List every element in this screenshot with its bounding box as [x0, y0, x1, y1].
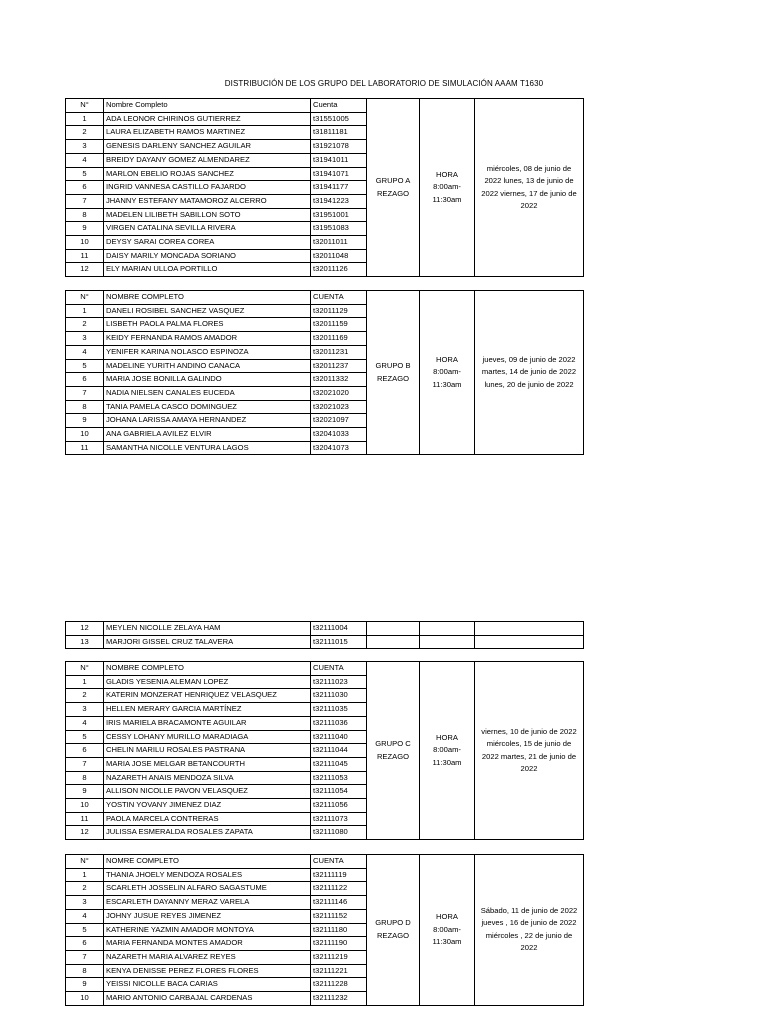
- row-number: 8: [66, 771, 104, 785]
- row-number: 7: [66, 386, 104, 400]
- group-c-table: [65, 661, 584, 840]
- student-name: DANELI ROSIBEL SANCHEZ VASQUEZ: [104, 304, 311, 318]
- row-number: 13: [66, 635, 104, 649]
- account-number: t32021097: [311, 414, 367, 428]
- student-name: NADIA NIELSEN CANALES EUCEDA: [104, 386, 311, 400]
- row-number: 10: [66, 428, 104, 442]
- account-number: t32011169: [311, 332, 367, 346]
- row-number: 6: [66, 744, 104, 758]
- account-number: t32111073: [311, 812, 367, 826]
- student-name: ADA LEONOR CHIRINOS GUTIERREZ: [104, 112, 311, 126]
- student-name: CESSY LOHANY MURILLO MARADIAGA: [104, 730, 311, 744]
- row-number: 7: [66, 757, 104, 771]
- student-name: BREIDY DAYANY GOMEZ ALMENDAREZ: [104, 153, 311, 167]
- row-number: 5: [66, 167, 104, 181]
- header-number: N°: [66, 855, 104, 869]
- account-number: t32111152: [311, 909, 367, 923]
- table-row: [66, 622, 584, 636]
- schedule-dates: viernes, 10 de junio de 2022 miércoles, 15 de junio de 2022 martes, 21 de junio de 2022: [475, 662, 584, 840]
- row-number: 1: [66, 675, 104, 689]
- student-name: SAMANTHA NICOLLE VENTURA LAGOS: [104, 441, 311, 455]
- account-number: t32111180: [311, 923, 367, 937]
- row-number: 11: [66, 441, 104, 455]
- row-number: 4: [66, 909, 104, 923]
- student-name: MADELINE YURITH ANDINO CANACA: [104, 359, 311, 373]
- row-number: 2: [66, 126, 104, 140]
- row-number: 12: [66, 622, 104, 636]
- row-number: 2: [66, 689, 104, 703]
- student-name: JULISSA ESMERALDA ROSALES ZAPATA: [104, 826, 311, 840]
- header-number: N°: [66, 99, 104, 113]
- student-name: NAZARETH MARIA ALVAREZ REYES: [104, 950, 311, 964]
- student-name: MARIA JOSE BONILLA GALINDO: [104, 373, 311, 387]
- account-number: t32011011: [311, 236, 367, 250]
- account-number: t32111080: [311, 826, 367, 840]
- account-number: t32011126: [311, 263, 367, 277]
- account-number: t32011129: [311, 304, 367, 318]
- student-name: MARLON EBELIO ROJAS SANCHEZ: [104, 167, 311, 181]
- student-name: IRIS MARIELA BRACAMONTE AGUILAR: [104, 716, 311, 730]
- account-number: t32111045: [311, 757, 367, 771]
- group-label: GRUPO C REZAGO: [367, 662, 420, 840]
- header-account: CUENTA: [311, 855, 367, 869]
- row-number: 10: [66, 236, 104, 250]
- student-name: YOSTIN YOVANY JIMENEZ DIAZ: [104, 799, 311, 813]
- group-label: GRUPO D REZAGO: [367, 855, 420, 1006]
- student-name: TANIA PAMELA CASCO DOMINGUEZ: [104, 400, 311, 414]
- student-name: HELLEN MERARY GARCIA MARTÍNEZ: [104, 703, 311, 717]
- account-number: t32111232: [311, 992, 367, 1006]
- student-name: MARIO ANTONIO CARBAJAL CARDENAS: [104, 992, 311, 1006]
- account-number: t32011048: [311, 249, 367, 263]
- account-number: t32111035: [311, 703, 367, 717]
- student-name: KEIDY FERNANDA RAMOS AMADOR: [104, 332, 311, 346]
- account-number: t32111190: [311, 937, 367, 951]
- row-number: 6: [66, 373, 104, 387]
- table-row: [66, 635, 584, 649]
- account-number: t32011332: [311, 373, 367, 387]
- row-number: 7: [66, 950, 104, 964]
- empty-cell: [475, 622, 584, 636]
- row-number: 2: [66, 882, 104, 896]
- row-number: 3: [66, 332, 104, 346]
- student-name: LISBETH PAOLA PALMA FLORES: [104, 318, 311, 332]
- account-number: t31551005: [311, 112, 367, 126]
- student-name: VIRGEN CATALINA SEVILLA RIVERA: [104, 222, 311, 236]
- row-number: 5: [66, 359, 104, 373]
- schedule-hours: HORA 8:00am-11:30am: [420, 855, 475, 1006]
- document-title: DISTRIBUCIÓN DE LOS GRUPO DEL LABORATORIO DE SIMULACIÓN AAAM T1630: [224, 79, 544, 88]
- student-name: JOHANA LARISSA AMAYA HERNANDEZ: [104, 414, 311, 428]
- student-name: MARJORI GISSEL CRUZ TALAVERA: [104, 635, 311, 649]
- account-number: t32111221: [311, 964, 367, 978]
- empty-cell: [420, 622, 475, 636]
- account-number: t32021023: [311, 400, 367, 414]
- student-name: PAOLA MARCELA CONTRERAS: [104, 812, 311, 826]
- group-a-table: [65, 98, 584, 277]
- student-name: KATERIN MONZERAT HENRIQUEZ VELASQUEZ: [104, 689, 311, 703]
- account-number: t31941071: [311, 167, 367, 181]
- account-number: t32111023: [311, 675, 367, 689]
- account-number: t32111044: [311, 744, 367, 758]
- account-number: t31951083: [311, 222, 367, 236]
- student-name: KENYA DENISSE PEREZ FLORES FLORES: [104, 964, 311, 978]
- account-number: t31941011: [311, 153, 367, 167]
- student-name: ELY MARIAN ULLOA PORTILLO: [104, 263, 311, 277]
- row-number: 6: [66, 937, 104, 951]
- account-number: t32111053: [311, 771, 367, 785]
- student-name: MARIA FERNANDA MONTES AMADOR: [104, 937, 311, 951]
- account-number: t32041033: [311, 428, 367, 442]
- row-number: 12: [66, 826, 104, 840]
- student-name: NAZARETH ANAIS MENDOZA SILVA: [104, 771, 311, 785]
- account-number: t31951001: [311, 208, 367, 222]
- account-number: t31941223: [311, 194, 367, 208]
- student-name: ESCARLETH DAYANNY MERAZ VARELA: [104, 896, 311, 910]
- account-number: t32011159: [311, 318, 367, 332]
- student-name: INGRID VANNESA CASTILLO FAJARDO: [104, 181, 311, 195]
- schedule-dates: miércoles, 08 de junio de 2022 lunes, 13 de junio de 2022 viernes, 17 de junio de 2022: [475, 99, 584, 277]
- student-name: DEYSY SARAI COREA COREA: [104, 236, 311, 250]
- student-name: MEYLEN NICOLLE ZELAYA HAM: [104, 622, 311, 636]
- row-number: 9: [66, 222, 104, 236]
- student-name: YENIFER KARINA NOLASCO ESPINOZA: [104, 345, 311, 359]
- header-account: CUENTA: [311, 662, 367, 676]
- account-number: t32111036: [311, 716, 367, 730]
- account-number: t32111015: [311, 635, 367, 649]
- row-number: 5: [66, 923, 104, 937]
- account-number: t32111219: [311, 950, 367, 964]
- group-b-table: [65, 290, 584, 455]
- row-number: 9: [66, 978, 104, 992]
- group-d-table: [65, 854, 584, 1006]
- row-number: 3: [66, 703, 104, 717]
- student-name: KATHERINE YAZMIN AMADOR MONTOYA: [104, 923, 311, 937]
- account-number: t31921078: [311, 140, 367, 154]
- row-number: 3: [66, 896, 104, 910]
- account-number: t32111054: [311, 785, 367, 799]
- account-number: t32011231: [311, 345, 367, 359]
- account-number: t32111146: [311, 896, 367, 910]
- header-row: [66, 662, 584, 676]
- row-number: 7: [66, 194, 104, 208]
- account-number: t31811181: [311, 126, 367, 140]
- header-account: Cuenta: [311, 99, 367, 113]
- student-name: GLADIS YESENIA ALEMAN LOPEZ: [104, 675, 311, 689]
- account-number: t32111030: [311, 689, 367, 703]
- row-number: 1: [66, 304, 104, 318]
- student-name: MARIA JOSE MELGAR BETANCOURTH: [104, 757, 311, 771]
- header-name: NOMBRE COMPLETO: [104, 662, 311, 676]
- student-name: YEISSI NICOLLE BACA CARIAS: [104, 978, 311, 992]
- header-row: [66, 855, 584, 869]
- schedule-dates: jueves, 09 de junio de 2022 martes, 14 de junio de 2022 lunes, 20 de junio de 2022: [475, 291, 584, 455]
- account-number: t32111056: [311, 799, 367, 813]
- row-number: 11: [66, 249, 104, 263]
- row-number: 5: [66, 730, 104, 744]
- header-number: N°: [66, 662, 104, 676]
- row-number: 11: [66, 812, 104, 826]
- row-number: 9: [66, 414, 104, 428]
- empty-cell: [420, 635, 475, 649]
- account-number: t32011237: [311, 359, 367, 373]
- header-name: NOMBRE COMPLETO: [104, 291, 311, 305]
- row-number: 1: [66, 112, 104, 126]
- account-number: t32041073: [311, 441, 367, 455]
- schedule-hours: HORA 8:00am-11:30am: [420, 291, 475, 455]
- row-number: 8: [66, 964, 104, 978]
- account-number: t32111228: [311, 978, 367, 992]
- group-label: GRUPO B REZAGO: [367, 291, 420, 455]
- row-number: 3: [66, 140, 104, 154]
- account-number: t32111004: [311, 622, 367, 636]
- header-number: N°: [66, 291, 104, 305]
- student-name: CHELIN MARILU ROSALES PASTRANA: [104, 744, 311, 758]
- row-number: 8: [66, 208, 104, 222]
- empty-cell: [475, 635, 584, 649]
- row-number: 10: [66, 799, 104, 813]
- student-name: DAISY MARILY MONCADA SORIANO: [104, 249, 311, 263]
- student-name: LAURA ELIZABETH RAMOS MARTINEZ: [104, 126, 311, 140]
- student-name: JOHNY JUSUE REYES JIMENEZ: [104, 909, 311, 923]
- account-number: t31941177: [311, 181, 367, 195]
- row-number: 8: [66, 400, 104, 414]
- group-label: GRUPO A REZAGO: [367, 99, 420, 277]
- student-name: GENESIS DARLENY SANCHEZ AGUILAR: [104, 140, 311, 154]
- account-number: t32021020: [311, 386, 367, 400]
- row-number: 4: [66, 716, 104, 730]
- student-name: ALLISON NICOLLE PAVON VELASQUEZ: [104, 785, 311, 799]
- row-number: 4: [66, 345, 104, 359]
- account-number: t32111119: [311, 868, 367, 882]
- row-number: 1: [66, 868, 104, 882]
- header-name: NOMRE COMPLETO: [104, 855, 311, 869]
- row-number: 10: [66, 992, 104, 1006]
- student-name: SCARLETH JOSSELIN ALFARO SAGASTUME: [104, 882, 311, 896]
- student-name: ANA GABRIELA AVILEZ ELVIR: [104, 428, 311, 442]
- header-name: Nombre Completo: [104, 99, 311, 113]
- account-number: t32111122: [311, 882, 367, 896]
- student-name: JHANNY ESTEFANY MATAMOROZ ALCERRO: [104, 194, 311, 208]
- header-account: CUENTA: [311, 291, 367, 305]
- account-number: t32111040: [311, 730, 367, 744]
- row-number: 12: [66, 263, 104, 277]
- row-number: 4: [66, 153, 104, 167]
- student-name: THANIA JHOELY MENDOZA ROSALES: [104, 868, 311, 882]
- student-name: MADELEN LILIBETH SABILLON SOTO: [104, 208, 311, 222]
- schedule-hours: HORA 8:00am-11:30am: [420, 662, 475, 840]
- schedule-dates: Sábado, 11 de junio de 2022 jueves , 16 de junio de 2022 miércoles , 22 de junio de 2022: [475, 855, 584, 1006]
- schedule-hours: HORA 8:00am-11:30am: [420, 99, 475, 277]
- row-number: 2: [66, 318, 104, 332]
- empty-cell: [367, 635, 420, 649]
- row-number: 9: [66, 785, 104, 799]
- header-row: [66, 291, 584, 305]
- empty-cell: [367, 622, 420, 636]
- row-number: 6: [66, 181, 104, 195]
- group-b-continuation-table: [65, 621, 584, 649]
- header-row: [66, 99, 584, 113]
